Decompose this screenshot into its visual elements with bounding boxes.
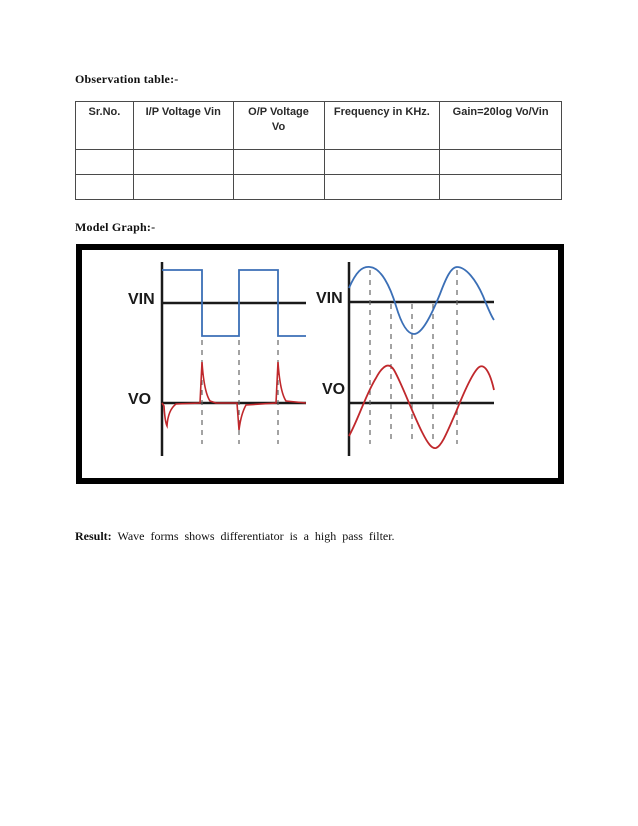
result-paragraph xyxy=(75,529,395,544)
graph-panel xyxy=(82,250,558,478)
model-graph xyxy=(76,244,564,484)
left-vin-label: VIN xyxy=(128,291,155,308)
right-vo-label: VO xyxy=(322,381,346,398)
table-cell xyxy=(233,175,324,200)
header-gain: Gain=20log Vo/Vin xyxy=(440,102,562,150)
left-vo-label: VO xyxy=(128,391,152,408)
waveform-figure xyxy=(76,244,564,484)
table-header-row xyxy=(76,102,562,150)
table-cell xyxy=(76,150,134,175)
observation-table-heading: Observation table:- xyxy=(75,72,179,86)
table-cell xyxy=(324,150,440,175)
table-cell xyxy=(440,150,562,175)
header-ip-voltage: I/P Voltage Vin xyxy=(133,102,233,150)
table-row xyxy=(76,175,562,200)
table-cell xyxy=(76,175,134,200)
header-frequency: Frequency in KHz. xyxy=(324,102,440,150)
model-graph-heading: Model Graph:- xyxy=(75,220,156,234)
header-op-voltage xyxy=(233,102,324,150)
header-sr-no: Sr.No. xyxy=(76,102,134,150)
table-cell xyxy=(133,150,233,175)
table-cell xyxy=(233,150,324,175)
table-cell xyxy=(133,175,233,200)
right-vin-label: VIN xyxy=(316,290,343,307)
header-op-voltage-text: O/P Voltage Vo xyxy=(248,106,309,133)
table-cell xyxy=(324,175,440,200)
result-text: Wave forms shows differentiator is a high pass filter. xyxy=(117,529,395,543)
observation-table xyxy=(75,101,562,200)
table-cell xyxy=(440,175,562,200)
table-row xyxy=(76,150,562,175)
result-label: Result: xyxy=(75,529,112,543)
